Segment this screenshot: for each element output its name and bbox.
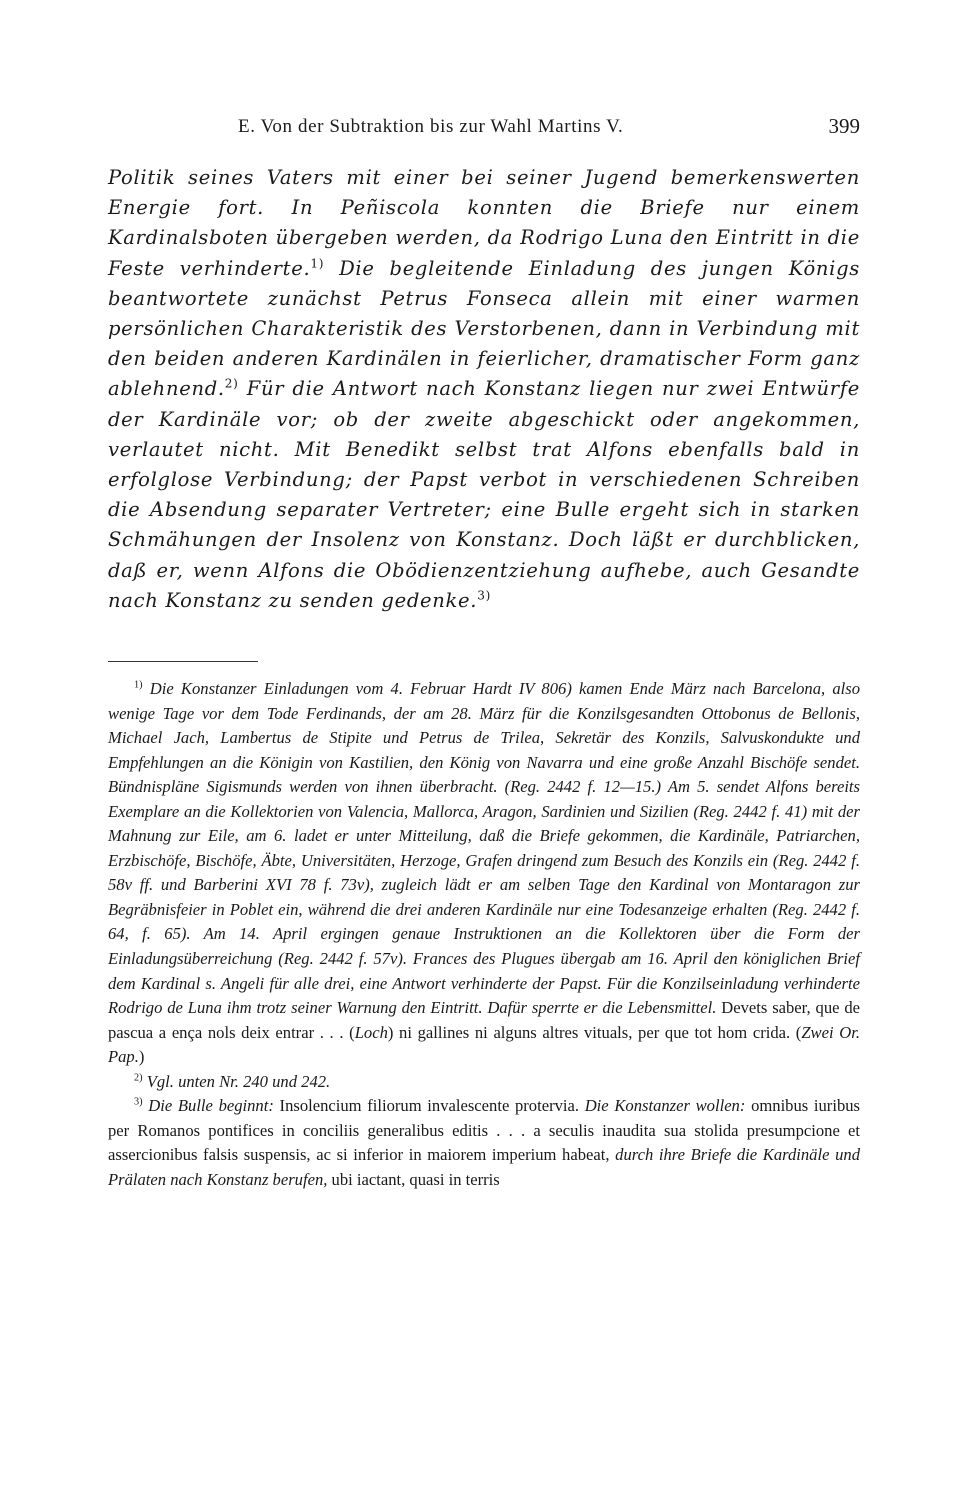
footnote-1-quote-cont: ) ni gallines ni alguns altres vituals, per que tot hom crida. ( (387, 1022, 802, 1042)
footnote-3-german-a: Die Konstanzer wollen: (584, 1096, 746, 1116)
footnote-ref-1: 1) (310, 256, 325, 271)
footnote-2 (108, 1070, 860, 1095)
footnote-1-source: Zwei Or. Pap. (108, 1022, 861, 1067)
footnote-3-mark: 3) (134, 1096, 143, 1108)
footnote-1-close: ) (138, 1047, 145, 1067)
footnote-3-latin-a: Insolencium filiorum invalescente protervia. (273, 1096, 585, 1116)
footnote-separator (108, 661, 258, 662)
footnote-1-loch: Loch (354, 1022, 388, 1042)
footnote-ref-3: 3) (477, 588, 491, 603)
footnote-3-intro: Die Bulle beginnt: (142, 1096, 274, 1116)
page-number: 399 (828, 114, 860, 138)
footnote-3-german-b: durch ihre Briefe die Kardinäle und Prälaten nach Konstanz berufen, (108, 1145, 860, 1189)
footnote-2-text: Vgl. unten Nr. 240 und 242. (142, 1071, 331, 1091)
footnote-3-latin-b: omnibus iuribus per Romanos pontifices in conciliis generalibus editis . . . a seculis inaudita sua stolida presumpcione et assercionibus falsis suspensis, ac si inferior in maiorem imperium habeat, (108, 1096, 860, 1165)
footnote-1-text: Die Konstanzer Einladungen vom 4. Februar Hardt IV 806) kamen Ende März nach Barcelona, also wenige Tage vor dem Tode Ferdinands, der am 28. März für die Konzilsgesandten Ottobonus de Bellonis, Michael Jach, Lambertus de Stipite und Petrus de Trilea, Sekretär des Konzils, Salvuskondukte und Empfehlungen an die Königin von Kastilien, den König von Navarra und eine große Anzahl Bischöfe sendet. Bündnispläne Sigismunds werden von ihnen überbracht. (Reg. 2442 f. 12—15.) Am 5. sendet Alfons bereits Exemplare an die Kollektorien von Valencia, Mallorca, Aragon, Sardinien und Sizilien (Reg. 2442 f. 41) mit der Mahnung zur Eile, am 6. ladet er unter Mitteilung, daß die Briefe gekommen, die Kardinäle, Patriarchen, Erzbischöfe, Bischöfe, Äbte, Universitäten, Herzoge, Grafen dringend zum Besuch des Konzils ein (Reg. 2442 f. 58v ff. und Barberini XVI 78 f. 73v), zugleich lädt er am selben Tage den Kardinal von Montaragon zur Begräbnisfeier in Poblet ein, während die drei anderen Kardinäle nur eine Todesanzeige erhalten (Reg. 2442 f. 64, f. 65). Am 14. April ergingen genaue Instruktionen an die Kollektoren über die Form der Einladungsüberreichung (Reg. 2442 f. 57v). Frances des Plugues übergab am 16. April den königlichen Brief dem Kardinal s. Angeli für alle drei, eine Antwort verhinderte der Papst. Für die Konzilseinladung verhinderte Rodrigo de Luna ihm trotz seiner Warnung den Eintritt. Dafür sperrte er die Lebensmittel. (108, 679, 860, 1018)
footnote-1 (108, 677, 860, 1070)
footnote-1-quote: Devets saber, que de pascua a ença nols deix entrar . . . ( (108, 998, 860, 1042)
footnote-3 (108, 1094, 860, 1192)
body-paragraph (108, 163, 860, 616)
body-text-part-1: Politik seines Vaters mit einer bei seiner Jugend bemerkenswerten Energie fort. In Peñiscola konnten die Briefe nur einem Kardinalsboten übergeben werden, da Rodrigo Luna den Eintritt in die Feste verhinderte. (108, 166, 860, 280)
footnotes (108, 677, 860, 1192)
body-text-part-3: Für die Antwort nach Konstanz liegen nur zwei Entwürfe der Kardinäle vor; ob der zweite abgeschickt oder angekommen, verlautet nicht. Mit Benedikt selbst trat Alfons ebenfalls bald in erfolglose Verbindung; der Papst verbot in verschiedenen Schreiben die Absendung separater Vertreter; eine Bulle ergeht sich in starken Schmähungen der Insolenz von Konstanz. Doch läßt er durchblicken, daß er, wenn Alfons die Obödienzentziehung aufhebe, auch Gesandte nach Konstanz zu senden gedenke. (108, 377, 860, 612)
body-text-part-2: Die begleitende Einladung des jungen Königs beantwortete zunächst Petrus Fonseca allein mit einer warmen persönlichen Charakteristik des Verstorbenen, dann in Verbindung mit den beiden anderen Kardinälen in feierlicher, dramatischer Form ganz ablehnend. (108, 256, 860, 401)
chapter-title: E. Von der Subtraktion bis zur Wahl Martins V. (238, 116, 624, 137)
footnote-3-latin-c: ubi iactant, quasi in terris (327, 1169, 500, 1189)
footnote-ref-2: 2) (224, 376, 239, 391)
footnote-2-mark: 2) (134, 1072, 143, 1084)
running-head (108, 116, 860, 146)
footnote-1-mark: 1) (134, 679, 143, 691)
